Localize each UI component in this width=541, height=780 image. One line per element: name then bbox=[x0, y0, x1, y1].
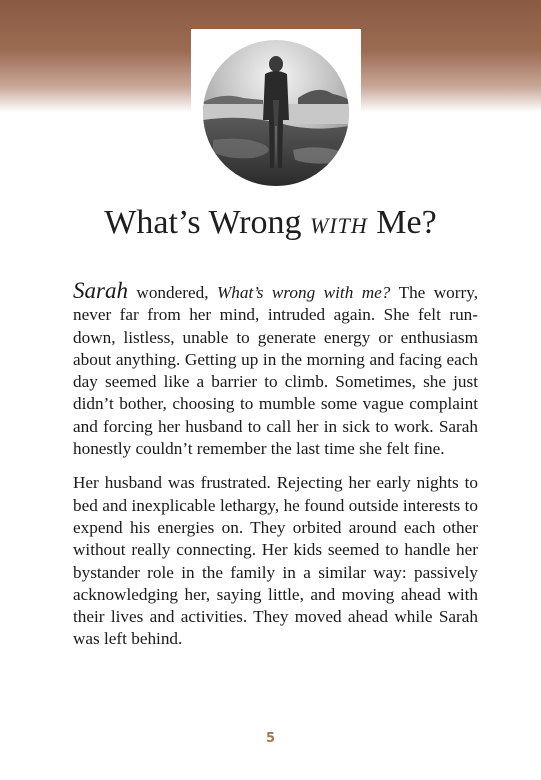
paragraph-2: Her husband was frustrated. Rejecting her early nights to bed and inexplicable lethargy, he found outside interests to expend his energies on. They orbited around each other without really connecting. Her kids seemed to handle her bystander role in the family in a similar way: passively acknowledging her, saying little, and moving ahead with their lives and activities. They moved ahead while Sarah was left behind. bbox=[73, 473, 478, 649]
chapter-photo bbox=[203, 40, 349, 186]
beach-silhouette-image bbox=[203, 40, 349, 186]
body-text bbox=[73, 280, 478, 663]
paragraph-1: Sarah wondered, What’s wrong with me? The worry, never far from her mind, intruded again. She felt run-down, listless, unable to generate energy or enthusiasm about anything. Getting up in the morning and facing each day seemed like a barrier to climb. Sometimes, she just didn’t bother, choosing to mumble some vague complaint and forcing her husband to call her in sick to work. Sarah honestly couldn’t remember the last time she felt fine. bbox=[73, 278, 478, 459]
inner-thought: What’s wrong with me? bbox=[216, 283, 391, 302]
page-number: 5 bbox=[265, 731, 276, 746]
chapter-title-small-caps: WITH bbox=[310, 213, 368, 238]
chapter-title: What’s Wrong WITH Me? bbox=[104, 204, 437, 241]
lead-name: Sarah bbox=[73, 278, 128, 303]
